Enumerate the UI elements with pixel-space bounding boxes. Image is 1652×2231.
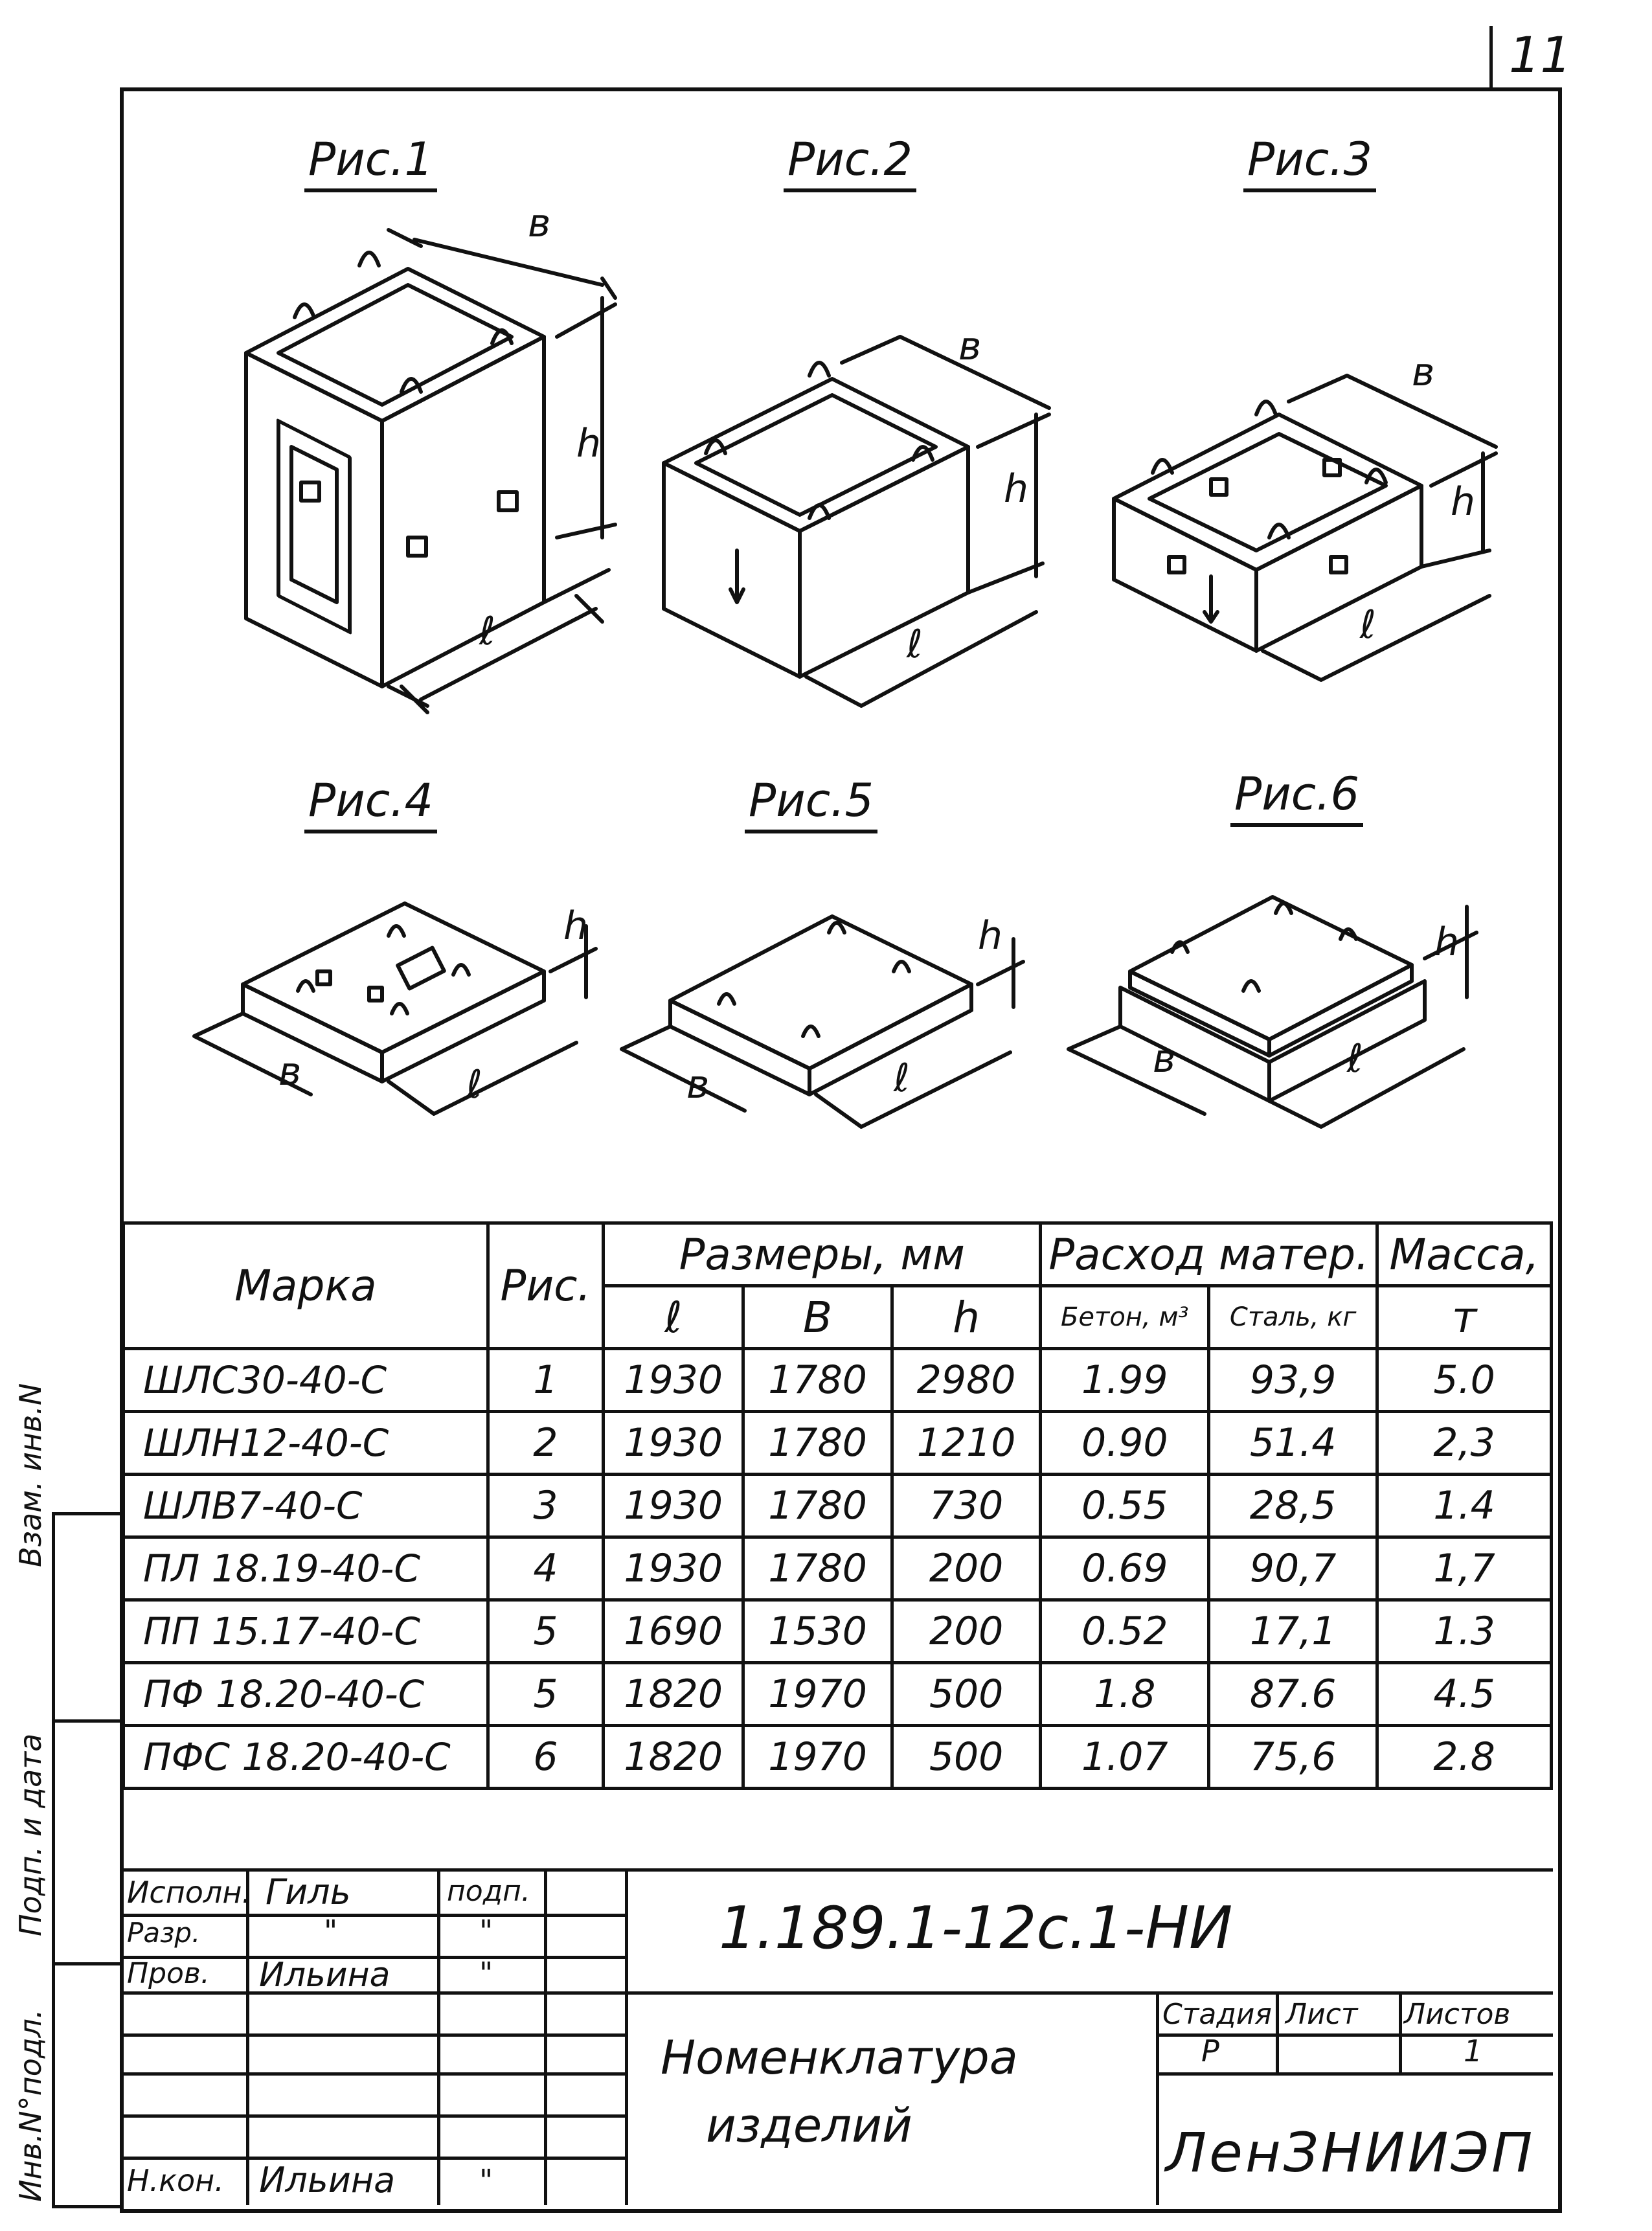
- table-row: [124, 1412, 1552, 1475]
- cell-fig: 1: [488, 1349, 603, 1412]
- side-strip-div-1: [52, 1719, 120, 1723]
- role-label-2: Разр.: [127, 1917, 201, 1949]
- cell-fig: 5: [488, 1600, 603, 1663]
- fig4-dim-b: в: [278, 1049, 302, 1094]
- fig6-dim-h: h: [1434, 920, 1460, 965]
- figure-4-drawing: [194, 903, 596, 1114]
- col-mark-header: Марка: [124, 1223, 488, 1349]
- figure-4-title: Рис.4: [304, 774, 437, 833]
- cell-fig: 2: [488, 1412, 603, 1475]
- fig2-dim-h: h: [1004, 466, 1029, 512]
- cell-concrete: 0.55: [1041, 1475, 1209, 1537]
- fig4-dim-l: ℓ: [466, 1062, 482, 1107]
- figure-2-title: Рис.2: [784, 133, 916, 192]
- sheet-label: Лист: [1285, 1998, 1358, 2031]
- cell-steel: 75,6: [1209, 1726, 1377, 1789]
- cell-h: 2980: [892, 1349, 1041, 1412]
- stamp-vline-4: [625, 1868, 628, 2205]
- role-label-3: Пров.: [127, 1957, 210, 1990]
- cell-b: 1780: [743, 1475, 892, 1537]
- cell-h: 200: [892, 1537, 1041, 1600]
- figure-3-title: Рис.3: [1243, 133, 1376, 192]
- side-label-podp: Подп. и дата: [13, 1733, 48, 1936]
- col-fig-header: Рис.: [488, 1223, 603, 1349]
- specification-table: [122, 1221, 1553, 1790]
- cell-concrete: 1.8: [1041, 1663, 1209, 1726]
- role-label-4: Н.кон.: [127, 2163, 224, 2198]
- cell-mark: ПФС 18.20-40-С: [124, 1726, 488, 1789]
- cell-mass: 1,7: [1377, 1537, 1552, 1600]
- figure-1-drawing: [246, 230, 615, 712]
- cell-concrete: 1.99: [1041, 1349, 1209, 1412]
- fig1-dim-b: в: [528, 201, 551, 246]
- cell-b: 1780: [743, 1537, 892, 1600]
- fig3-dim-b: в: [1412, 350, 1435, 395]
- col-sizes-header: Размеры, мм: [604, 1223, 1041, 1286]
- stage-value: Р: [1201, 2033, 1219, 2068]
- figure-2-drawing: [664, 337, 1049, 706]
- fig5-dim-h: h: [978, 913, 1003, 958]
- col-b-header: В: [743, 1286, 892, 1349]
- sheets-value: 1: [1464, 2033, 1483, 2068]
- role-label-1: Исполн.: [127, 1875, 252, 1910]
- role-sign-4: ": [479, 2163, 493, 2198]
- cell-h: 1210: [892, 1412, 1041, 1475]
- cell-steel: 51.4: [1209, 1412, 1377, 1475]
- figure-6-drawing: [1069, 897, 1477, 1127]
- document-title-line-2: изделий: [706, 2098, 912, 2153]
- cell-l: 1690: [604, 1600, 743, 1663]
- cell-b: 1780: [743, 1412, 892, 1475]
- stamp-hline-9: [1156, 2072, 1553, 2076]
- role-sign-2: ": [479, 1914, 493, 1949]
- cell-mark: ПФ 18.20-40-С: [124, 1663, 488, 1726]
- side-label-zam: Взам. инв.N: [13, 1383, 48, 1567]
- fig2-dim-l: ℓ: [907, 622, 923, 667]
- cell-b: 1530: [743, 1600, 892, 1663]
- cell-mass: 4.5: [1377, 1663, 1552, 1726]
- role-name-3: Ильина: [259, 1956, 390, 1995]
- cell-mark: ПП 15.17-40-С: [124, 1600, 488, 1663]
- cell-l: 1930: [604, 1537, 743, 1600]
- table-row: [124, 1349, 1552, 1412]
- cell-h: 200: [892, 1600, 1041, 1663]
- cell-mark: ШЛВ7-40-С: [124, 1475, 488, 1537]
- role-sign-3: ": [479, 1956, 493, 1991]
- col-steel-header: Сталь, кг: [1209, 1286, 1377, 1349]
- cell-h: 500: [892, 1663, 1041, 1726]
- side-strip: [52, 1512, 123, 2208]
- cell-l: 1930: [604, 1475, 743, 1537]
- stamp-vline-5: [1156, 1991, 1159, 2205]
- cell-h: 730: [892, 1475, 1041, 1537]
- cell-b: 1780: [743, 1349, 892, 1412]
- cell-mass: 1.4: [1377, 1475, 1552, 1537]
- table-row: [124, 1726, 1552, 1789]
- figure-6-title: Рис.6: [1230, 767, 1363, 827]
- cell-steel: 93,9: [1209, 1349, 1377, 1412]
- stamp-hline-6: [122, 2114, 625, 2118]
- stamp-hline-4: [122, 2033, 625, 2037]
- cell-b: 1970: [743, 1726, 892, 1789]
- cell-mark: ПЛ 18.19-40-С: [124, 1537, 488, 1600]
- cell-concrete: 0.69: [1041, 1537, 1209, 1600]
- figure-3-drawing: [1114, 376, 1496, 680]
- stamp-hline-5: [122, 2072, 625, 2076]
- figure-1-title: Рис.1: [304, 133, 437, 192]
- cell-l: 1930: [604, 1349, 743, 1412]
- fig5-dim-b: в: [686, 1062, 710, 1107]
- figure-5-title: Рис.5: [745, 774, 877, 833]
- cell-mark: ШЛН12-40-С: [124, 1412, 488, 1475]
- fig1-dim-l: ℓ: [479, 609, 495, 654]
- sheets-label: Листов: [1404, 1998, 1511, 2031]
- cell-fig: 5: [488, 1663, 603, 1726]
- cell-concrete: 1.07: [1041, 1726, 1209, 1789]
- fig4-dim-h: h: [563, 903, 589, 949]
- side-strip-div-2: [52, 1962, 120, 1965]
- role-name-1: Гиль: [266, 1872, 351, 1912]
- cell-mass: 1.3: [1377, 1600, 1552, 1663]
- cell-fig: 3: [488, 1475, 603, 1537]
- stamp-vline-2: [437, 1868, 440, 2205]
- document-title-line-1: Номенклатура: [661, 2030, 1018, 2085]
- stamp-vline-3: [544, 1868, 547, 2205]
- fig3-dim-l: ℓ: [1360, 602, 1376, 648]
- figure-5-drawing: [622, 916, 1023, 1127]
- role-sign-1: подп.: [447, 1875, 530, 1908]
- cell-l: 1820: [604, 1663, 743, 1726]
- fig6-dim-b: в: [1153, 1036, 1176, 1082]
- table-row: [124, 1663, 1552, 1726]
- side-label-inv: Инв.N°подл.: [13, 2009, 48, 2202]
- page-number: 11: [1509, 26, 1572, 84]
- cell-mass: 2.8: [1377, 1726, 1552, 1789]
- cell-l: 1930: [604, 1412, 743, 1475]
- organization-name: ЛенЗНИИЭП: [1166, 2121, 1535, 2184]
- cell-h: 500: [892, 1726, 1041, 1789]
- fig2-dim-b: в: [958, 324, 982, 369]
- cell-mark: ШЛС30-40-С: [124, 1349, 488, 1412]
- table-row: [124, 1537, 1552, 1600]
- table-row: [124, 1475, 1552, 1537]
- col-concrete-header: Бетон, м³: [1041, 1286, 1209, 1349]
- col-h-header: h: [892, 1286, 1041, 1349]
- cell-steel: 28,5: [1209, 1475, 1377, 1537]
- cell-steel: 87.6: [1209, 1663, 1377, 1726]
- col-consumption-header: Расход матер.: [1041, 1223, 1377, 1286]
- col-mass-header: Масса,: [1377, 1223, 1552, 1286]
- cell-concrete: 0.90: [1041, 1412, 1209, 1475]
- fig5-dim-l: ℓ: [894, 1056, 910, 1101]
- cell-concrete: 0.52: [1041, 1600, 1209, 1663]
- cell-l: 1820: [604, 1726, 743, 1789]
- col-mass-unit-header: т: [1377, 1286, 1552, 1349]
- document-code: 1.189.1-12с.1-НИ: [719, 1894, 1233, 1962]
- cell-steel: 17,1: [1209, 1600, 1377, 1663]
- col-l-header: ℓ: [604, 1286, 743, 1349]
- stage-label: Стадия: [1162, 1998, 1272, 2031]
- cell-fig: 4: [488, 1537, 603, 1600]
- role-name-4: Ильина: [259, 2160, 396, 2201]
- cell-mass: 5.0: [1377, 1349, 1552, 1412]
- cell-mass: 2,3: [1377, 1412, 1552, 1475]
- fig1-dim-h: h: [576, 421, 602, 466]
- fig6-dim-l: ℓ: [1347, 1036, 1363, 1082]
- cell-steel: 90,7: [1209, 1537, 1377, 1600]
- stamp-vline-1: [246, 1868, 249, 2205]
- fig3-dim-h: h: [1451, 479, 1476, 525]
- cell-fig: 6: [488, 1726, 603, 1789]
- cell-b: 1970: [743, 1663, 892, 1726]
- role-name-2: ": [324, 1914, 338, 1949]
- table-row: [124, 1600, 1552, 1663]
